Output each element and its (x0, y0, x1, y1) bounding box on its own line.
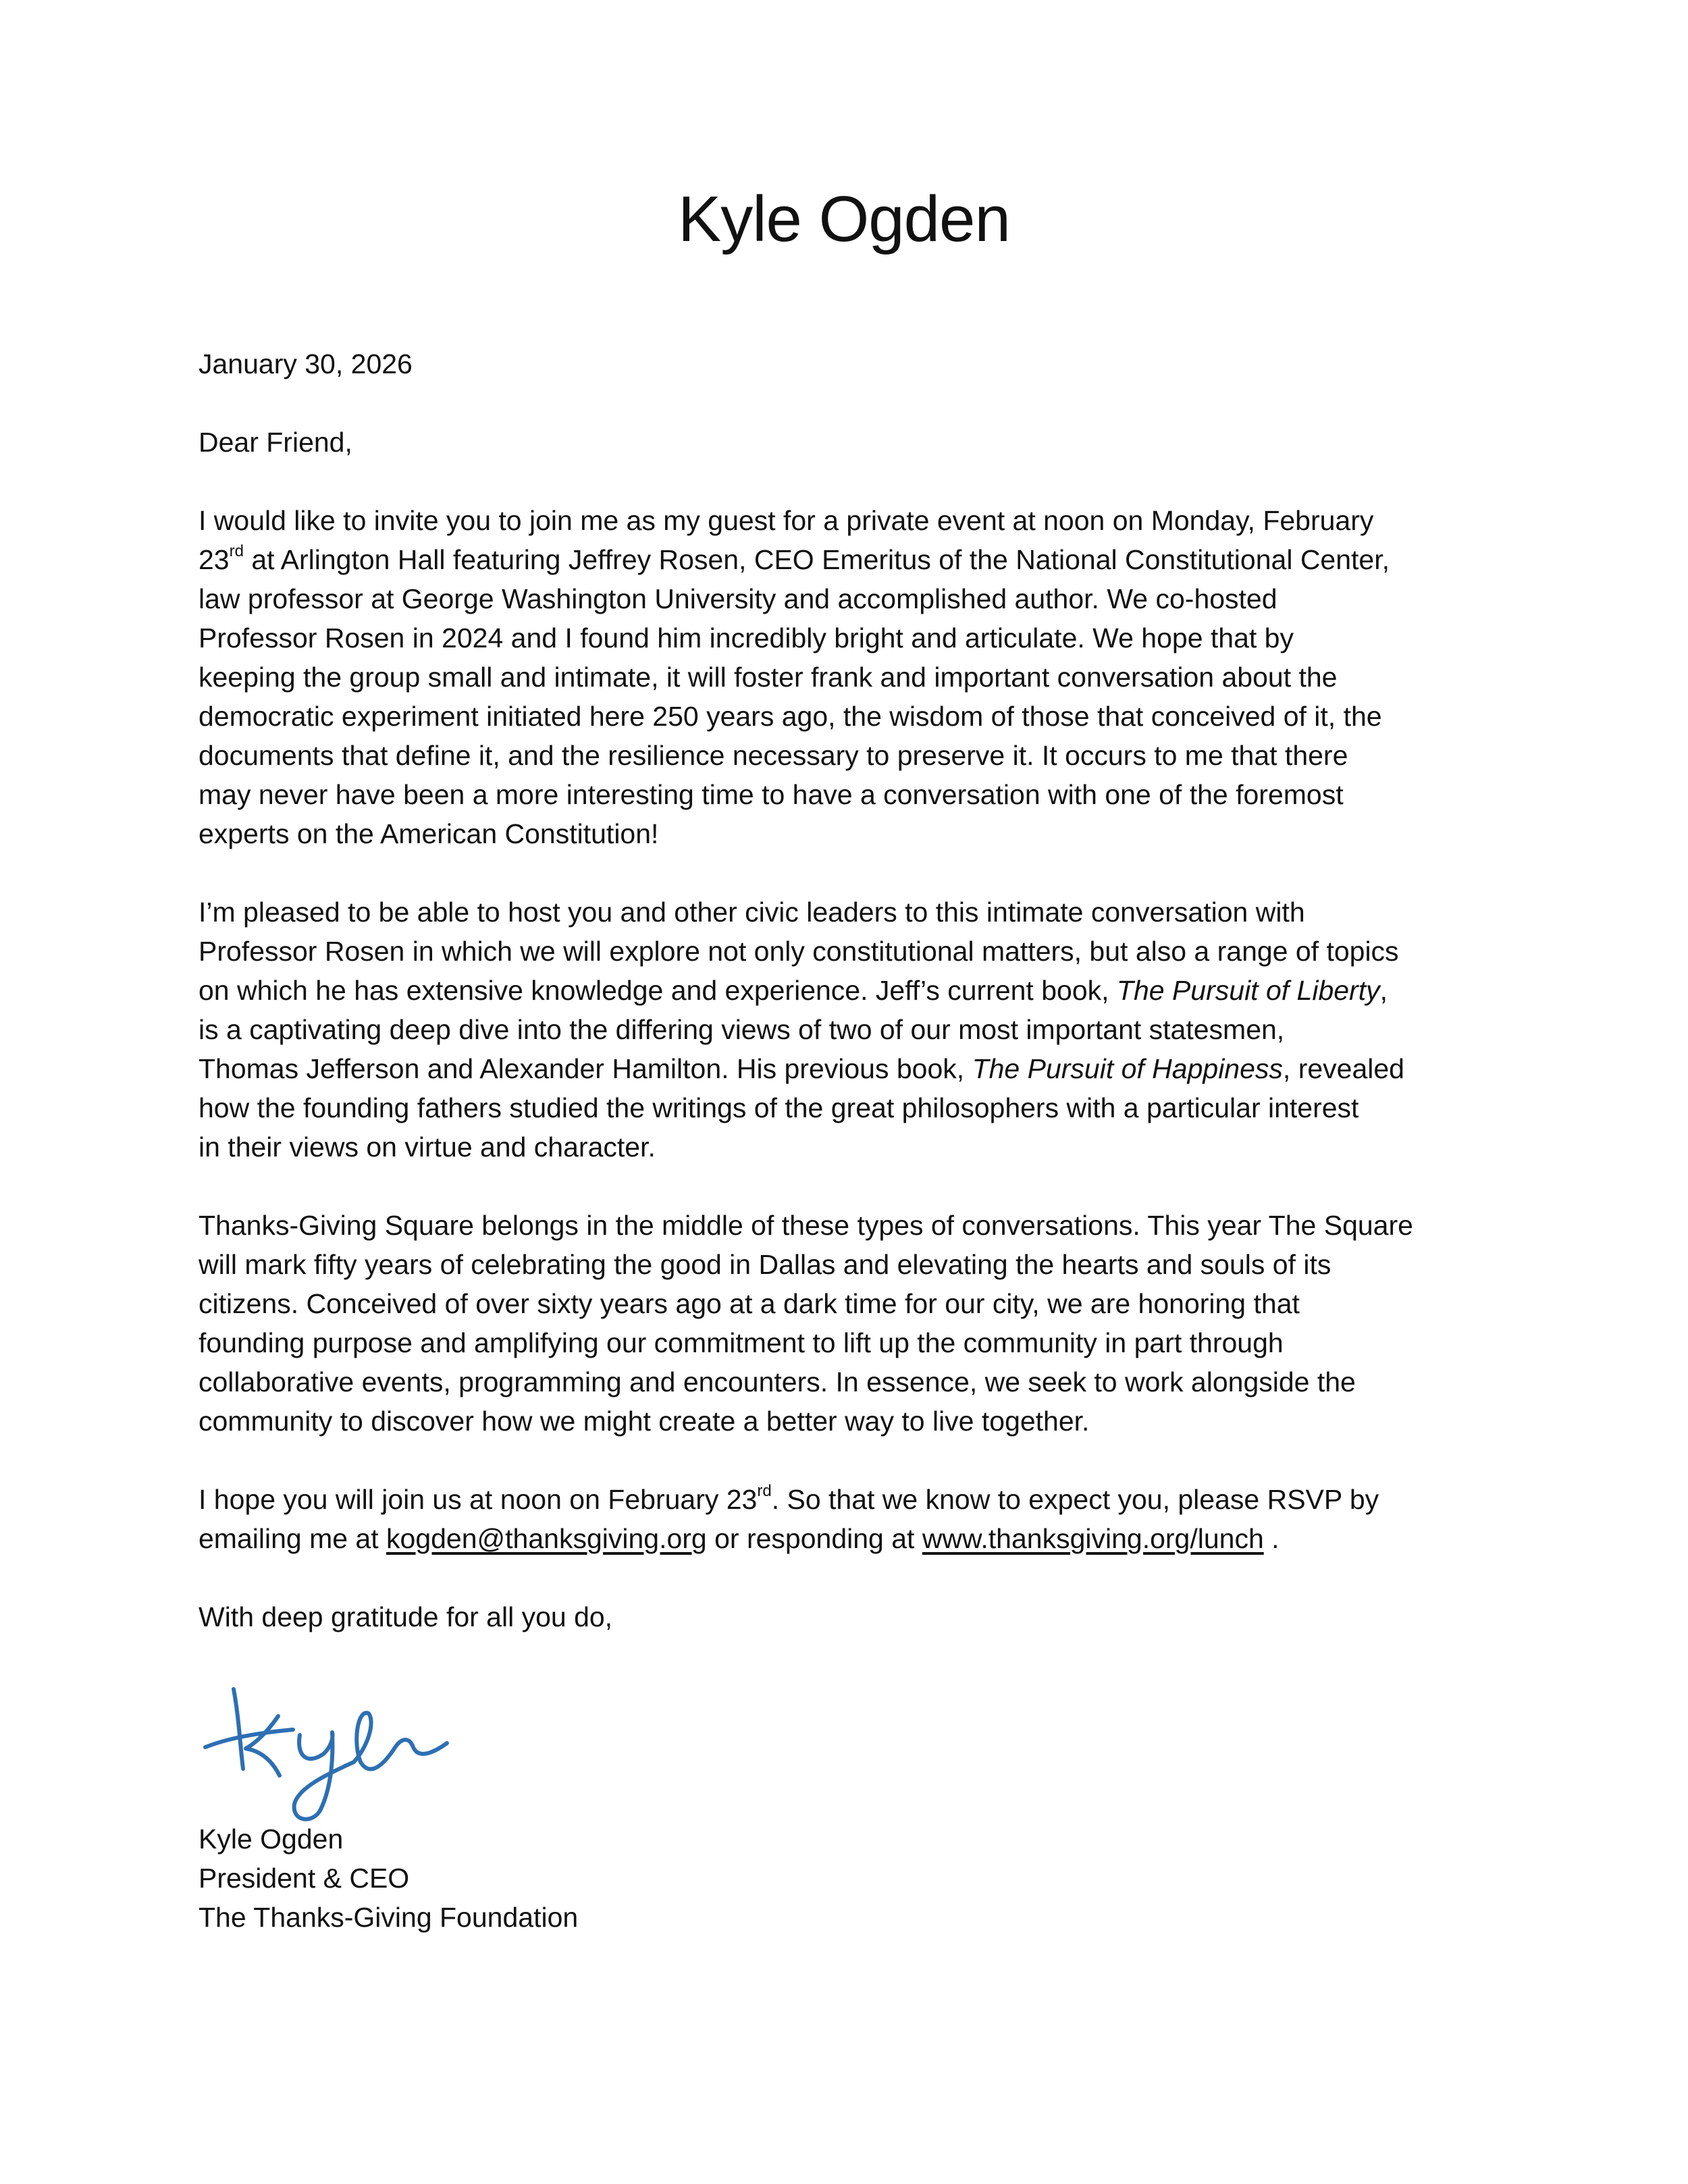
paragraph-square (199, 1206, 1502, 1441)
email-link[interactable]: kogden@thanksgiving.org (386, 1523, 707, 1554)
paragraph-line: Thanks-Giving Square belongs in the middle of these types of conversations. This year The Square (199, 1210, 1413, 1241)
book-title: The Pursuit of Liberty (1116, 975, 1380, 1006)
line-text: emailing me at (199, 1523, 387, 1554)
signer-title: President & CEO (199, 1863, 410, 1894)
line-text: , revealed (1282, 1053, 1404, 1084)
line-text: . (1263, 1523, 1280, 1554)
paragraph-line: democratic experiment initiated here 250 years ago, the wisdom of those that conceived of it, the (199, 701, 1382, 732)
paragraph-line: may never have been a more interesting time to have a conversation with one of the foremost (199, 779, 1344, 810)
line-text: at Arlington Hall featuring Jeffrey Rosen, CEO Emeritus of the National Constitutional Center, (243, 544, 1390, 575)
paragraph-line: experts on the American Constitution! (199, 818, 659, 849)
paragraph-line (199, 540, 1502, 579)
signature-stroke (354, 1713, 447, 1769)
letterhead-name: Kyle Ogden (678, 183, 1010, 255)
book-title: The Pursuit of Happiness (972, 1053, 1283, 1084)
paragraph-books (199, 893, 1502, 1167)
letter-date: January 30, 2026 (199, 348, 413, 379)
paragraph-line: law professor at George Washington University and accomplished author. We co-hosted (199, 583, 1277, 614)
salutation: Dear Friend, (199, 427, 352, 458)
paragraph-line: collaborative events, programming and encounters. In essence, we seek to work alongside the (199, 1366, 1356, 1397)
paragraph-line (199, 1519, 1502, 1558)
paragraph-line: documents that define it, and the resilience necessary to preserve it. It occurs to me that there (199, 740, 1348, 771)
paragraph-line (199, 971, 1502, 1010)
signature-block (199, 1819, 578, 1937)
line-text: Thomas Jefferson and Alexander Hamilton. His previous book, (199, 1053, 972, 1084)
ordinal-suffix: rd (229, 542, 244, 561)
paragraph-line: citizens. Conceived of over sixty years ago at a dark time for our city, we are honoring that (199, 1288, 1300, 1319)
paragraph-line: community to discover how we might create a better way to live together. (199, 1406, 1090, 1437)
line-text: on which he has extensive knowledge and experience. Jeff’s current book, (199, 975, 1117, 1006)
paragraph-line: Professor Rosen in 2024 and I found him incredibly bright and articulate. We hope that by (199, 622, 1294, 654)
rsvp-url-link[interactable]: www.thanksgiving.org/lunch (922, 1523, 1264, 1554)
paragraph-line: keeping the group small and intimate, it will foster frank and important conversation about the (199, 662, 1338, 693)
signature-stroke (294, 1732, 354, 1819)
handwritten-signature (199, 1668, 496, 1823)
signer-organization: The Thanks-Giving Foundation (199, 1902, 579, 1933)
line-text: . So that we know to expect you, please RSVP by (771, 1484, 1379, 1515)
paragraph-invitation (199, 501, 1502, 853)
date-number: 23 (199, 544, 230, 575)
ordinal-suffix: rd (757, 1482, 772, 1501)
signature-stroke (246, 1716, 280, 1776)
signer-name: Kyle Ogden (199, 1823, 344, 1855)
closing: With deep gratitude for all you do, (199, 1601, 613, 1632)
line-text: , (1379, 975, 1388, 1006)
line-text: I hope you will join us at noon on February 23 (199, 1484, 758, 1515)
paragraph-rsvp (199, 1480, 1502, 1558)
paragraph-line (199, 1049, 1502, 1088)
paragraph-line: will mark fifty years of celebrating the good in Dallas and elevating the hearts and souls of its (199, 1249, 1331, 1280)
paragraph-line (199, 1480, 1502, 1519)
paragraph-line: I’m pleased to be able to host you and other civic leaders to this intimate conversation with (199, 897, 1305, 928)
line-text: or responding at (706, 1523, 922, 1554)
paragraph-line: Professor Rosen in which we will explore not only constitutional matters, but also a range of topics (199, 936, 1399, 967)
paragraph-line: how the founding fathers studied the writings of the great philosophers with a particular interest (199, 1092, 1359, 1123)
signature-stroke (234, 1689, 243, 1769)
paragraph-line: founding purpose and amplifying our commitment to lift up the community in part through (199, 1327, 1284, 1358)
paragraph-line: is a captivating deep dive into the differing views of two of our most important statesmen, (199, 1014, 1285, 1045)
paragraph-line: I would like to invite you to join me as my guest for a private event at noon on Monday, February (199, 505, 1374, 536)
paragraph-line: in their views on virtue and character. (199, 1131, 656, 1163)
letter-body (199, 344, 1502, 1636)
